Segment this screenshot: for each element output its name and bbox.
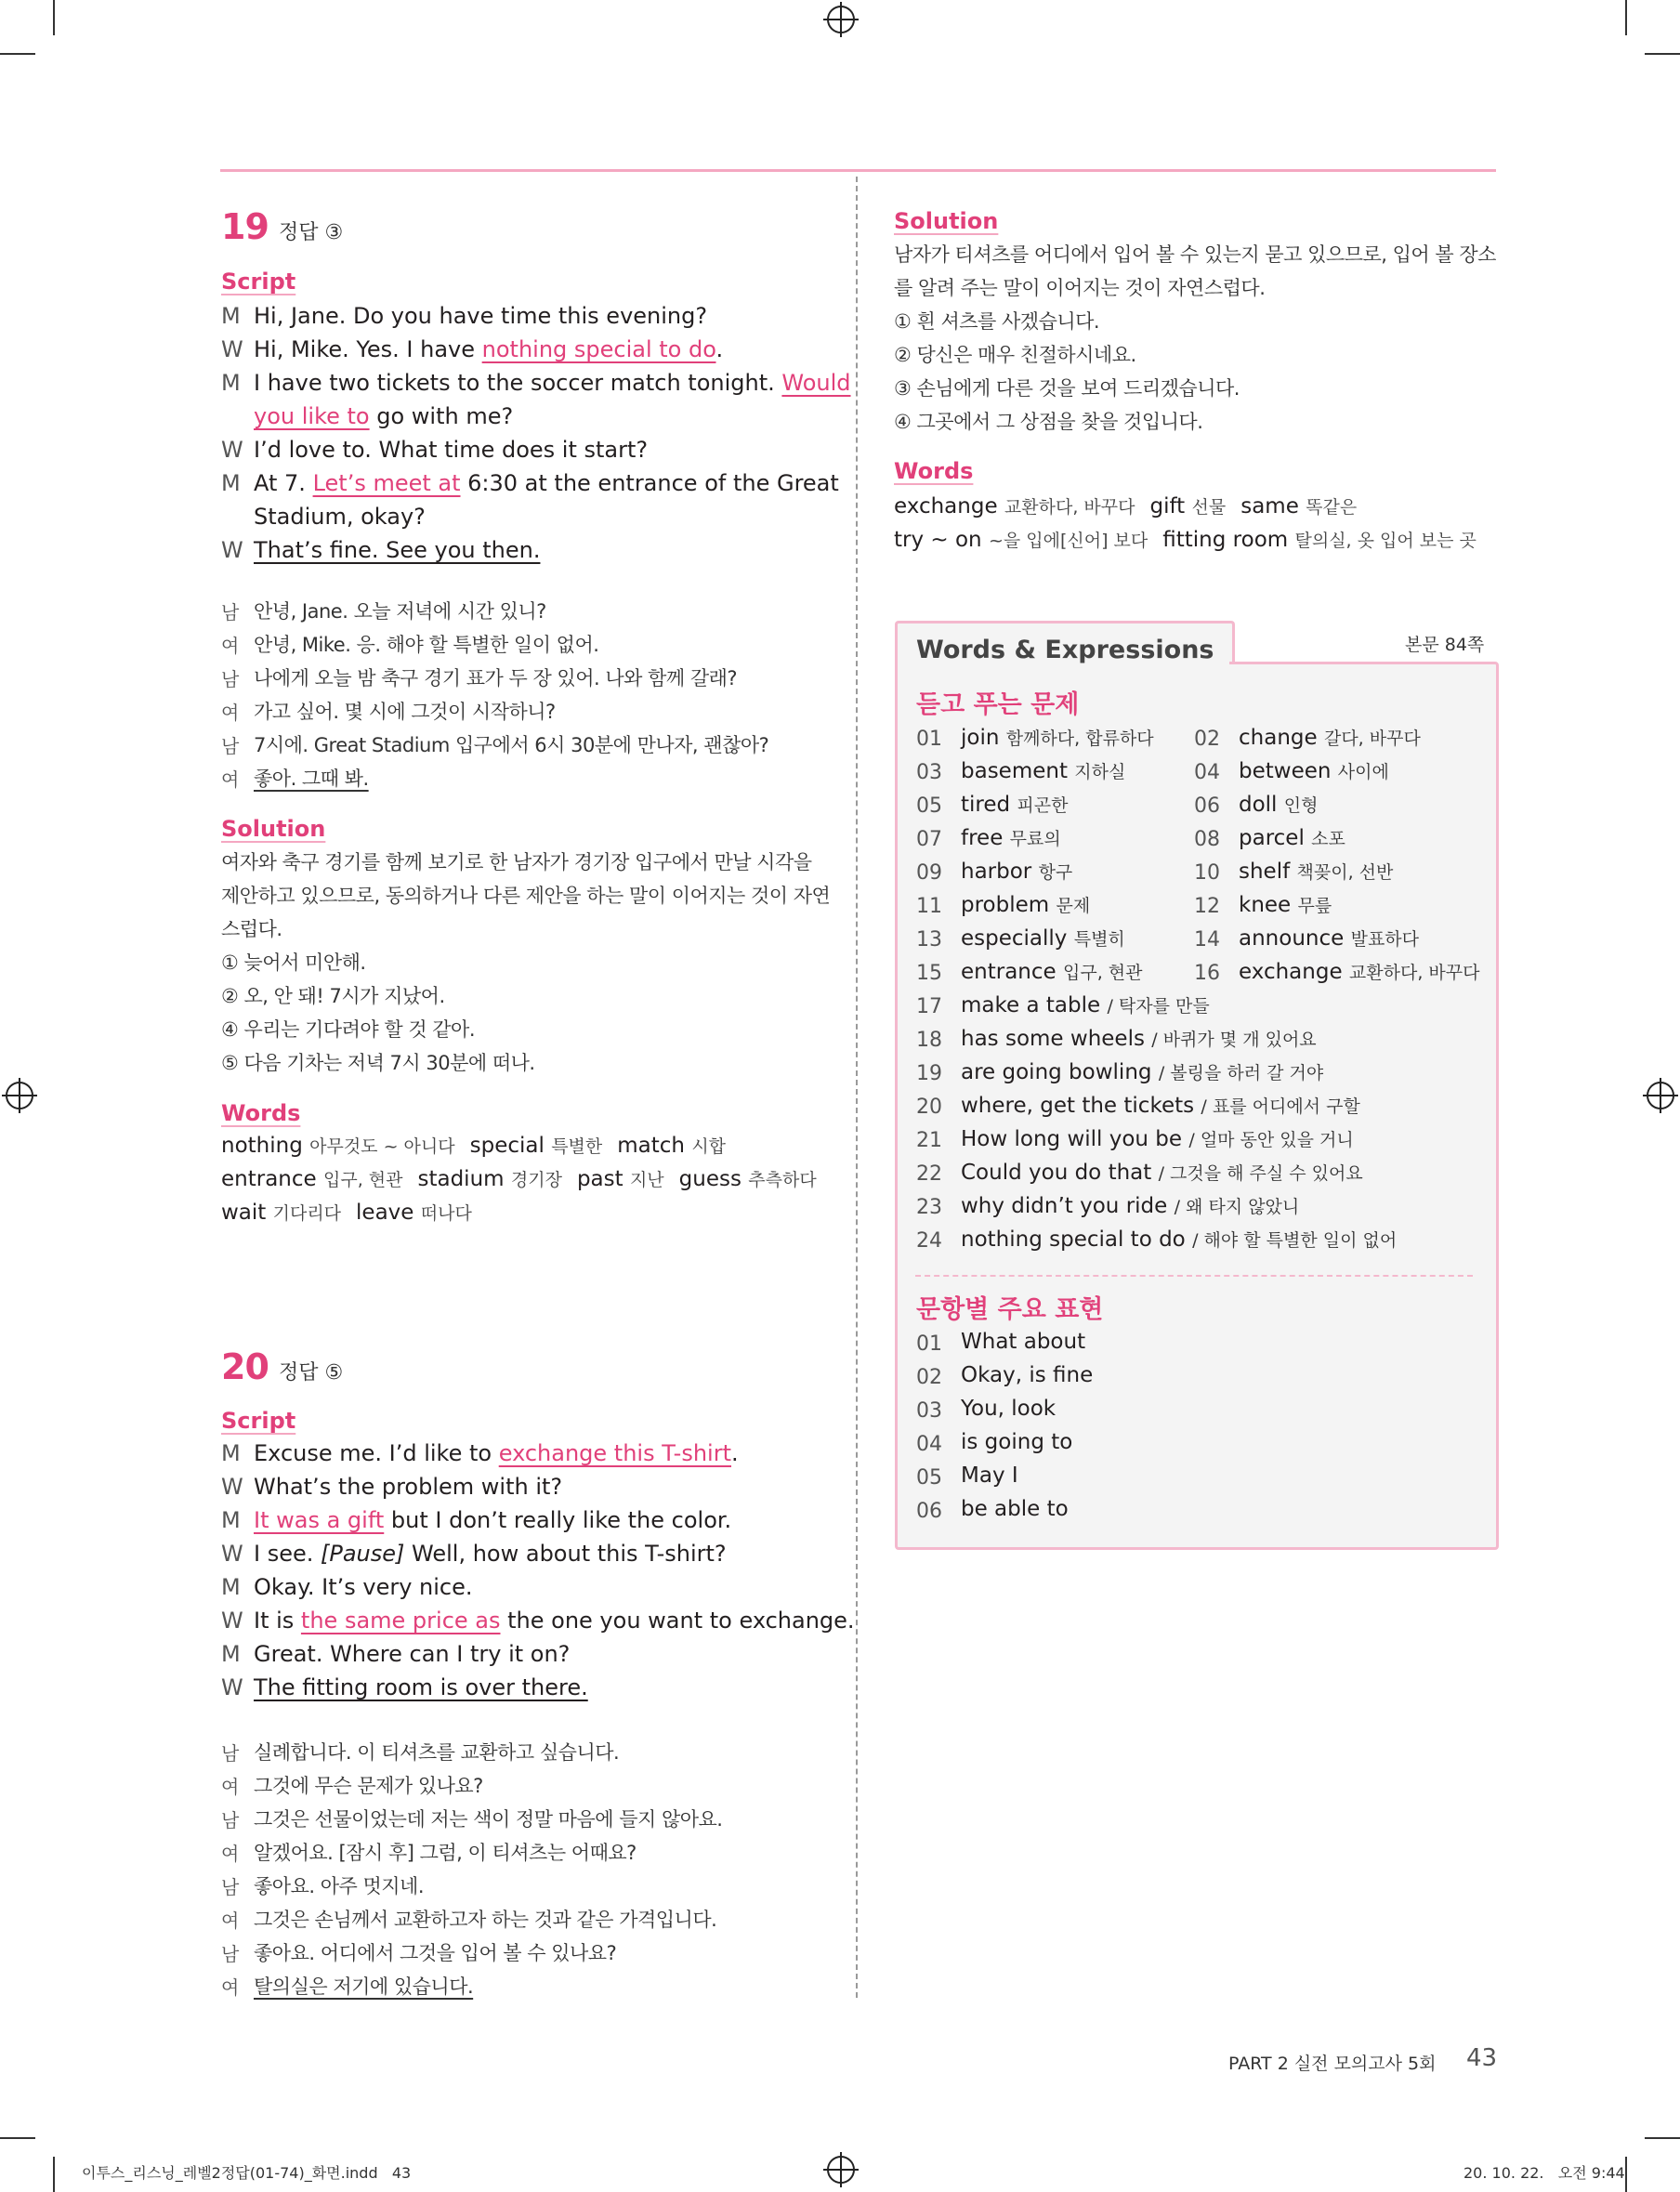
script-line — [254, 333, 723, 366]
script-text: It is — [254, 1608, 301, 1634]
solution-line: ④ 그곳에서 그 상점을 찾을 것입니다. — [894, 411, 1203, 433]
page-number: 43 — [1466, 2044, 1498, 2072]
vocab-meaning: 기다리다 — [272, 1203, 342, 1224]
speaker-label: 여 — [221, 1776, 240, 1798]
script-text: Stadium, okay? — [254, 504, 426, 530]
vocab-number: 21 — [916, 1129, 942, 1152]
translation-line: 안녕, Jane. 오늘 저녁에 시간 있니? — [254, 600, 546, 623]
solution-line: 를 알려 주는 말이 이어지는 것이 자연스럽다. — [894, 277, 1266, 299]
vocab-meaning: 교환하다, 바꾸다 — [1004, 497, 1135, 518]
expression-number: 05 — [916, 1466, 942, 1490]
speaker-label: 남 — [221, 1943, 240, 1965]
solution-label: Solution — [894, 208, 999, 234]
vocab-entry — [961, 1093, 1360, 1118]
vocab-entry — [961, 892, 1090, 917]
vocab-number: 12 — [1194, 895, 1220, 918]
vocab-meaning: 문제 — [1056, 896, 1091, 916]
script-text: but I don’t really like the color. — [384, 1507, 732, 1533]
vocab-word: match — [617, 1134, 692, 1158]
translation-line: 좋아. 그때 봐. — [254, 768, 369, 790]
vocab-word: fitting room — [1162, 528, 1295, 552]
vocab-entry — [961, 1160, 1363, 1185]
vocab-meaning: 갈다, 바꾸다 — [1323, 728, 1421, 749]
expression-text: be able to — [961, 1497, 1069, 1521]
vocab-entry — [1239, 792, 1318, 817]
speaker-label: M — [221, 370, 241, 396]
vocab-number: 05 — [916, 794, 942, 818]
print-date: 20. 10. 22. 오전 9:44 — [1463, 2164, 1625, 2182]
vocab-number: 08 — [1194, 828, 1220, 851]
vocab-meaning: / 얼마 동안 있을 거니 — [1188, 1130, 1354, 1150]
crop-mark — [1645, 2137, 1680, 2139]
vocab-entry — [961, 959, 1142, 984]
question-number: 19 — [221, 206, 269, 247]
vocab-entry — [961, 1059, 1323, 1084]
speaker-label: 남 — [221, 1809, 240, 1831]
translation-line: 가고 싶어. 몇 시에 그것이 시작하니? — [254, 701, 556, 723]
vocab-meaning: 함께하다, 합류하다 — [1005, 728, 1154, 749]
vocab-number: 06 — [1194, 794, 1220, 818]
vocab-number: 19 — [916, 1062, 942, 1085]
registration-mark-icon — [1647, 1082, 1674, 1109]
file-info: 이투스_리스닝_레벨2정답(01-74)_화면.indd 43 — [82, 2164, 412, 2182]
vocab-entry — [961, 758, 1125, 783]
vocab-entry — [961, 725, 1154, 750]
translation-line: 그것에 무슨 문제가 있나요? — [254, 1775, 483, 1797]
script-line — [254, 400, 513, 433]
vocab-meaning: 똑같은 — [1306, 497, 1358, 518]
speaker-label: W — [221, 437, 243, 463]
vocab-word: change — [1239, 726, 1324, 750]
speaker-label: 여 — [221, 1910, 240, 1932]
speaker-label: 여 — [221, 768, 240, 791]
solution-line: ④ 우리는 기다려야 할 것 같아. — [221, 1018, 476, 1041]
script-text: At 7. — [254, 470, 313, 496]
vocab-word: nothing special to do — [961, 1227, 1193, 1252]
page-reference: 본문 84쪽 — [1405, 635, 1485, 655]
words-row — [894, 522, 1491, 558]
script-text: go with me? — [369, 403, 514, 429]
vocab-meaning: / 볼링을 하러 갈 거야 — [1158, 1063, 1324, 1083]
vocab-word: has some wheels — [961, 1027, 1152, 1051]
expression-number: 03 — [916, 1399, 942, 1423]
translation-line: 그것은 선물이었는데 저는 색이 정말 마음에 들지 않아요. — [254, 1808, 723, 1831]
vocab-entry — [1239, 892, 1332, 917]
vocab-number: 13 — [916, 928, 942, 952]
expression-text: is going to — [961, 1430, 1073, 1454]
vocab-word: parcel — [1239, 826, 1312, 850]
script-text: Excuse me. I’d like to — [254, 1440, 499, 1466]
key-phrase: the same price as — [300, 1608, 501, 1634]
vocab-word: stadium — [417, 1167, 511, 1191]
script-line — [254, 466, 839, 500]
speaker-label: W — [221, 336, 243, 362]
vocab-number: 16 — [1194, 962, 1220, 985]
script-line — [254, 1671, 588, 1704]
words-row — [221, 1128, 741, 1163]
speaker-label: 남 — [221, 735, 240, 757]
vocab-meaning: 선물 — [1191, 497, 1227, 518]
vocab-word: between — [1239, 759, 1338, 783]
speaker-label: 여 — [221, 1843, 240, 1865]
script-text: . — [731, 1440, 739, 1466]
script-text: Okay. It’s very nice. — [254, 1574, 473, 1600]
vocab-number: 17 — [916, 995, 942, 1018]
vocab-word: gift — [1149, 494, 1192, 518]
crop-mark — [1645, 53, 1680, 55]
vocab-number: 24 — [916, 1229, 942, 1253]
translation-line: 나에게 오늘 밤 축구 경기 표가 두 장 있어. 나와 함께 갈래? — [254, 667, 738, 689]
answer-label: 정답 ③ — [279, 221, 344, 244]
vocab-meaning: 지하실 — [1074, 762, 1126, 782]
translation-line: 그것은 손님께서 교환하고자 하는 것과 같은 가격입니다. — [254, 1909, 717, 1931]
script-text: Well, how about this T-shirt? — [404, 1541, 727, 1567]
vocab-meaning: 입구, 현관 — [1062, 963, 1143, 983]
vocab-meaning: 특별한 — [551, 1136, 603, 1157]
translation-line: 실례합니다. 이 티셔츠를 교환하고 싶습니다. — [254, 1741, 620, 1764]
speaker-label: M — [221, 470, 241, 496]
solution-line: 여자와 축구 경기를 함께 보기로 한 남자가 경기장 입구에서 만날 시각을 — [221, 851, 812, 873]
vocab-entry — [961, 792, 1068, 817]
vocab-word: harbor — [961, 860, 1039, 884]
vocab-number: 02 — [1194, 728, 1220, 751]
script-line — [254, 1470, 562, 1503]
speaker-label: M — [221, 1440, 241, 1466]
answer-label: 정답 ⑤ — [279, 1361, 344, 1385]
vocab-entry — [1239, 825, 1345, 850]
script-text: What’s the problem with it? — [254, 1474, 563, 1500]
vocab-word: leave — [356, 1201, 421, 1225]
vocab-word: entrance — [221, 1167, 323, 1191]
vocab-word: join — [961, 726, 1006, 750]
vocab-meaning: 시합 — [691, 1136, 727, 1157]
registration-mark-icon — [6, 1082, 33, 1109]
script-line — [254, 1537, 727, 1570]
footer-part: PART 2 실전 모의고사 5회 — [1228, 2054, 1437, 2074]
vocab-meaning: / 탁자를 만들 — [1107, 996, 1210, 1017]
vocab-entry — [961, 859, 1072, 884]
subheading-listening: 듣고 푸는 문제 — [916, 690, 1080, 719]
column-divider — [856, 177, 858, 1998]
vocab-meaning: 항구 — [1038, 862, 1073, 883]
crop-mark — [1625, 0, 1627, 35]
vocab-number: 03 — [916, 761, 942, 784]
vocab-entry — [1239, 925, 1419, 951]
vocab-meaning: 지난 — [629, 1170, 664, 1190]
speaker-label: W — [221, 1541, 243, 1567]
vocab-entry — [961, 1227, 1397, 1252]
vocab-meaning: ~을 입에[신어] 보다 — [988, 531, 1148, 551]
script-text: 6:30 at the entrance of the Great — [460, 470, 839, 496]
solution-line: ② 오, 안 돼! 7시가 지났어. — [221, 985, 445, 1007]
vocab-entry — [1239, 959, 1479, 984]
vocab-word: problem — [961, 893, 1057, 917]
solution-label: Solution — [221, 816, 326, 842]
solution-line: ③ 손님에게 다른 것을 보여 드리겠습니다. — [894, 377, 1240, 400]
words-row — [894, 489, 1372, 524]
vocab-word: try ~ on — [894, 528, 989, 552]
script-line — [254, 1503, 731, 1537]
solution-line: 남자가 티셔츠를 어디에서 입어 볼 수 있는지 묻고 있으므로, 입어 볼 장소 — [894, 243, 1496, 266]
vocab-word: free — [961, 826, 1010, 850]
box-divider — [915, 1275, 1473, 1277]
registration-mark-icon — [827, 2156, 855, 2184]
vocab-meaning: 특별히 — [1073, 929, 1125, 950]
crop-mark — [53, 2157, 55, 2192]
script-text: Hi, Mike. Yes. I have — [254, 336, 482, 362]
speaker-label: 남 — [221, 1876, 240, 1898]
speaker-label: 여 — [221, 1976, 240, 1999]
vocab-number: 07 — [916, 828, 942, 851]
vocab-meaning: 사이에 — [1337, 762, 1389, 782]
vocab-word: make a table — [961, 993, 1108, 1017]
speaker-label: 남 — [221, 601, 240, 623]
script-line — [254, 1437, 739, 1470]
crop-mark — [0, 2137, 35, 2139]
vocab-word: Could you do that — [961, 1161, 1159, 1185]
vocab-meaning: 피곤한 — [1017, 795, 1069, 816]
key-phrase: Let’s meet at — [312, 470, 461, 496]
expression-number: 04 — [916, 1433, 942, 1456]
vocab-number: 23 — [916, 1196, 942, 1219]
solution-line: ① 흰 셔츠를 사겠습니다. — [894, 310, 1100, 333]
vocab-word: special — [469, 1134, 552, 1158]
vocab-entry — [961, 992, 1210, 1017]
script-line — [254, 533, 540, 567]
vocab-number: 04 — [1194, 761, 1220, 784]
vocab-word: why didn’t you ride — [961, 1194, 1175, 1218]
vocab-word: announce — [1239, 926, 1351, 951]
script-text: I have two tickets to the soccer match tonight. — [254, 370, 782, 396]
expression-text: May I — [961, 1464, 1018, 1488]
words-row — [221, 1195, 487, 1230]
script-label: Script — [221, 1408, 296, 1434]
speaker-label: M — [221, 1641, 241, 1667]
solution-line: 제안하고 있으므로, 동의하거나 다른 제안을 하는 말이 이어지는 것이 자연 — [221, 885, 831, 907]
script-line — [254, 433, 648, 466]
vocab-entry — [961, 1193, 1299, 1218]
speaker-label: M — [221, 303, 241, 329]
translation-line: 좋아요. 아주 멋지네. — [254, 1875, 424, 1897]
translation-line: 탈의실은 저기에 있습니다. — [254, 1975, 474, 1998]
script-text: Great. Where can I try it on? — [254, 1641, 571, 1667]
script-text: . — [715, 336, 724, 362]
script-text: I’d love to. What time does it start? — [254, 437, 649, 463]
vocab-meaning: 떠나다 — [420, 1203, 472, 1224]
speaker-label: 남 — [221, 668, 240, 690]
vocab-entry — [961, 1126, 1354, 1151]
vocab-word: guess — [678, 1167, 749, 1191]
expression-text: What about — [961, 1330, 1086, 1354]
vocab-entry — [1239, 859, 1393, 884]
script-text: [Pause] — [321, 1541, 405, 1567]
solution-line: ① 늦어서 미안해. — [221, 952, 366, 974]
translation-line: 안녕, Mike. 응. 해야 할 특별한 일이 없어. — [254, 634, 599, 656]
vocab-word: nothing — [221, 1134, 310, 1158]
vocab-number: 15 — [916, 962, 942, 985]
vocab-number: 01 — [916, 728, 942, 751]
speaker-label: W — [221, 1608, 243, 1634]
script-line — [254, 366, 851, 400]
vocab-number: 22 — [916, 1162, 942, 1186]
key-phrase: It was a gift — [254, 1507, 385, 1533]
vocab-number: 14 — [1194, 928, 1220, 952]
vocab-entry — [961, 825, 1061, 850]
expression-number: 01 — [916, 1332, 942, 1356]
script-line — [254, 1637, 570, 1671]
vocab-entry — [1239, 725, 1421, 750]
speaker-label: 남 — [221, 1742, 240, 1765]
crop-mark — [0, 53, 35, 55]
key-phrase: you like to — [254, 403, 370, 429]
solution-line: ② 당신은 매우 친절하시네요. — [894, 344, 1136, 366]
vocab-meaning: 탈의실, 옷 입어 보는 곳 — [1294, 531, 1477, 551]
vocab-word: exchange — [1239, 960, 1349, 984]
speaker-label: W — [221, 537, 243, 563]
vocab-meaning: / 표를 어디에서 구할 — [1201, 1096, 1360, 1117]
vocab-word: especially — [961, 926, 1074, 951]
script-line — [254, 500, 426, 533]
script-line — [254, 1604, 855, 1637]
vocab-number: 10 — [1194, 861, 1220, 885]
vocab-entry — [1239, 758, 1389, 783]
key-phrase: exchange this T-shirt — [498, 1440, 731, 1466]
speaker-label: 여 — [221, 635, 240, 657]
vocab-meaning: / 바퀴가 몇 개 있어요 — [1151, 1030, 1317, 1050]
key-phrase: Would — [781, 370, 851, 396]
speaker-label: M — [221, 1574, 241, 1600]
script-label: Script — [221, 269, 296, 295]
vocab-word: tired — [961, 793, 1017, 817]
expression-number: 06 — [916, 1500, 942, 1523]
translation-line: 7시에. Great Stadium 입구에서 6시 30분에 만나자, 괜찮아? — [254, 734, 769, 756]
words-row — [221, 1162, 832, 1197]
question-number: 20 — [221, 1346, 269, 1387]
vocab-meaning: 발표하다 — [1350, 929, 1420, 950]
solution-line: 스럽다. — [221, 918, 282, 940]
vocab-meaning: 입구, 현관 — [322, 1170, 403, 1190]
solution-line: ⑤ 다음 기차는 저녁 7시 30분에 떠나. — [221, 1052, 535, 1074]
vocab-word: exchange — [894, 494, 1004, 518]
vocab-number: 11 — [916, 895, 942, 918]
registration-mark-icon — [827, 6, 855, 33]
header-rule — [220, 169, 1496, 172]
vocab-meaning: 무료의 — [1009, 829, 1061, 849]
vocab-word: basement — [961, 759, 1075, 783]
vocab-number: 18 — [916, 1029, 942, 1052]
key-phrase: nothing special to do — [481, 336, 716, 362]
translation-line: 좋아요. 어디에서 그것을 입어 볼 수 있나요? — [254, 1942, 617, 1964]
vocab-number: 20 — [916, 1096, 942, 1119]
vocab-word: same — [1240, 494, 1306, 518]
vocab-word: past — [576, 1167, 630, 1191]
vocab-meaning: 소포 — [1311, 829, 1345, 849]
expression-number: 02 — [916, 1366, 942, 1389]
translation-line: 알겠어요. [잠시 후] 그럼, 이 티셔츠는 어때요? — [254, 1842, 637, 1864]
script-line — [254, 299, 707, 333]
vocab-meaning: 인형 — [1283, 795, 1319, 816]
vocab-word: entrance — [961, 960, 1063, 984]
script-line — [254, 1570, 473, 1604]
vocab-meaning: 무릎 — [1297, 896, 1332, 916]
vocab-word: are going bowling — [961, 1060, 1159, 1084]
vocab-meaning: 경기장 — [510, 1170, 562, 1190]
vocab-meaning: / 그것을 해 주실 수 있어요 — [1158, 1163, 1363, 1184]
words-label: Words — [894, 458, 974, 484]
vocab-meaning: 추측하다 — [748, 1170, 817, 1190]
vocab-meaning: / 왜 타지 않았니 — [1174, 1197, 1300, 1217]
subheading-expressions: 문항별 주요 표현 — [916, 1295, 1104, 1324]
speaker-label: W — [221, 1674, 243, 1700]
vocab-entry — [961, 1026, 1317, 1051]
box-title: Words & Expressions — [916, 636, 1214, 664]
vocab-entry — [961, 925, 1125, 951]
script-text: Hi, Jane. Do you have time this evening? — [254, 303, 708, 329]
vocab-meaning: 책꽂이, 선반 — [1296, 862, 1394, 883]
speaker-label: M — [221, 1507, 241, 1533]
speaker-label: 여 — [221, 702, 240, 724]
words-label: Words — [221, 1100, 301, 1126]
script-text: That’s fine. See you then. — [254, 537, 541, 563]
expression-text: Okay, is fine — [961, 1363, 1094, 1387]
vocab-number: 09 — [916, 861, 942, 885]
vocab-word: How long will you be — [961, 1127, 1189, 1151]
speaker-label: W — [221, 1474, 243, 1500]
script-text: The fitting room is over there. — [254, 1674, 588, 1700]
crop-mark — [53, 0, 55, 35]
vocab-word: where, get the tickets — [961, 1094, 1201, 1118]
vocab-meaning: / 해야 할 특별한 일이 없어 — [1192, 1230, 1398, 1251]
vocab-word: shelf — [1239, 860, 1297, 884]
expression-text: You, look — [961, 1397, 1057, 1421]
vocab-word: knee — [1239, 893, 1298, 917]
script-text: I see. — [254, 1541, 321, 1567]
script-text: the one you want to exchange. — [500, 1608, 855, 1634]
crop-mark — [1625, 2157, 1627, 2192]
vocab-word: wait — [221, 1201, 273, 1225]
vocab-word: doll — [1239, 793, 1284, 817]
vocab-meaning: 아무것도 ~ 아니다 — [309, 1136, 455, 1157]
vocab-meaning: 교환하다, 바꾸다 — [1348, 963, 1480, 983]
